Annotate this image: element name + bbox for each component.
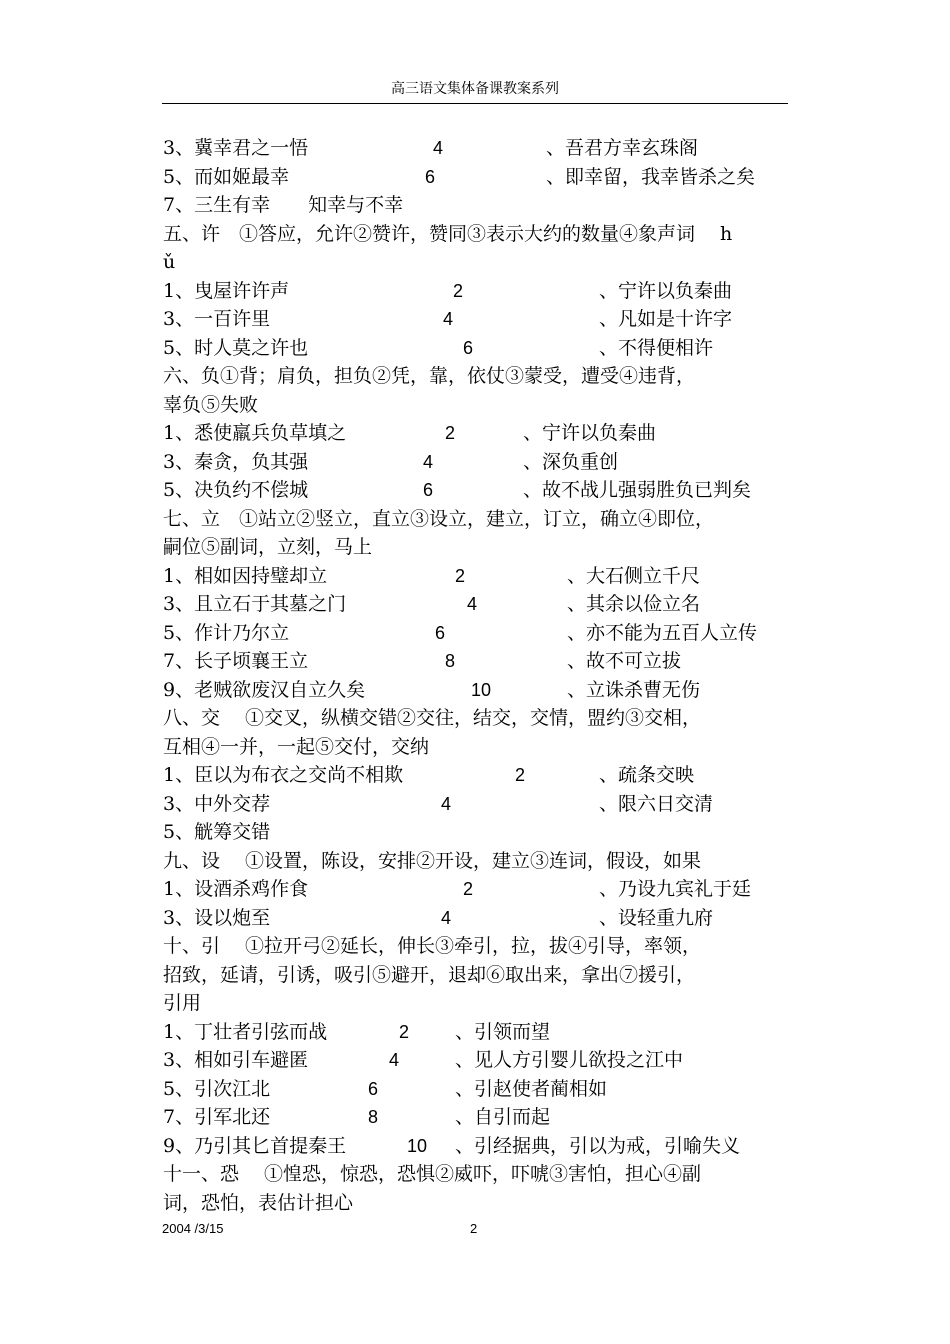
text-line	[163, 191, 803, 220]
text-line	[163, 1103, 803, 1132]
item-number: 2	[453, 280, 464, 301]
line-text: 7、三生有幸 知幸与不幸	[163, 194, 404, 216]
page-header: 高三语文集体备课教案系列	[391, 81, 559, 97]
line-text: 互相④一并，一起⑤交付，交纳	[163, 735, 430, 758]
line-text-right: 、乃设九宾礼于廷	[599, 878, 752, 900]
item-number: 6	[368, 1078, 379, 1099]
text-line	[163, 448, 803, 477]
text-line	[163, 163, 803, 192]
line-text-right: 、限六日交清	[599, 792, 714, 815]
line-text-right: 、不得便相许	[599, 336, 714, 359]
line-text-right: 、见人方引婴儿欲投之江中	[455, 1049, 684, 1071]
text-line	[163, 505, 803, 534]
text-line	[163, 1132, 803, 1161]
item-number: 4	[443, 309, 454, 329]
line-text-right: 、亦不能为五百人立传	[567, 621, 758, 644]
item-number: 2	[445, 423, 456, 443]
line-text-right: 、故不战儿强弱胜负已判矣	[523, 479, 752, 501]
text-line	[163, 362, 803, 391]
text-line	[163, 277, 803, 306]
line-text-right: 、吾君方幸玄珠阁	[546, 137, 699, 159]
text-line	[163, 590, 803, 619]
text-line	[163, 1046, 803, 1075]
footer-date: 2004 /3/15	[162, 1221, 224, 1236]
line-text: 九、设 ①设置，陈设，安排②开设，建立③连词，假设，如果	[163, 849, 702, 872]
text-line	[163, 305, 803, 334]
line-text: 嗣位⑤副词，立刻，马上	[163, 536, 373, 558]
item-number: 8	[445, 651, 456, 671]
line-text-right: 、疏条交映	[599, 764, 695, 786]
line-text: 3、一百许里	[163, 308, 271, 330]
line-text-right: 、其余以俭立名	[567, 593, 701, 615]
line-text: 1、曳屋许许声	[163, 279, 290, 302]
line-text-right: 、即幸留，我幸皆杀之矣	[546, 165, 756, 188]
line-text: 六、负①背；肩负，担负②凭，靠，依仗③蒙受，遭受④违背，	[163, 365, 696, 387]
line-text: 1、臣以为布衣之交尚不相欺	[163, 764, 404, 786]
item-number: 4	[423, 451, 434, 472]
text-line	[163, 1160, 803, 1189]
line-text-right: 、凡如是十许字	[599, 308, 733, 330]
header-rule	[162, 103, 788, 104]
line-text: 7、引军北还	[163, 1106, 271, 1128]
line-text: ǔ	[163, 251, 176, 273]
text-line	[163, 733, 803, 762]
text-line	[163, 562, 803, 591]
line-text: 5、决负约不偿城	[163, 479, 309, 501]
item-number: 4	[441, 907, 452, 928]
item-number: 6	[435, 622, 446, 643]
line-text-right: 、故不可立拔	[567, 650, 682, 672]
text-line	[163, 334, 803, 363]
line-text: 1、悉使羸兵负草填之	[163, 422, 347, 444]
item-number: 10	[407, 1135, 428, 1156]
item-number: 10	[471, 679, 492, 700]
line-text: 3、中外交荐	[163, 792, 271, 815]
line-text: 5、而如姬最幸	[163, 165, 290, 188]
page-number: 2	[470, 1221, 478, 1236]
line-text: 5、觥筹交错	[163, 821, 271, 843]
text-line	[163, 932, 803, 961]
line-text-right: 、立诛杀曹无伤	[567, 678, 701, 701]
line-text: 3、相如引车避匿	[163, 1049, 309, 1071]
line-text: 十、引 ①拉开弓②延长，伸长③牵引，拉，拔④引导，率领，	[163, 935, 702, 957]
line-text-right: 、深负重创	[523, 450, 619, 473]
text-line	[163, 647, 803, 676]
line-text: 5、作计乃尔立	[163, 621, 290, 644]
text-line	[163, 533, 803, 562]
line-text-right: 、引经据典，引以为戒，引喻失义	[455, 1134, 741, 1157]
line-text: 五、许 ①答应，允许②赞许，赞同③表示大约的数量④象声词 h	[163, 222, 733, 245]
item-number: 2	[463, 879, 474, 899]
text-line	[163, 248, 803, 277]
item-number: 2	[455, 565, 466, 586]
line-text-right: 、自引而起	[455, 1106, 551, 1128]
item-number: 6	[423, 480, 434, 500]
line-text: 1、相如因持璧却立	[163, 564, 328, 587]
line-text: 7、长子顷襄王立	[163, 650, 309, 672]
text-line	[163, 989, 803, 1018]
text-line	[163, 220, 803, 249]
document-body	[163, 134, 803, 1217]
text-line	[163, 818, 803, 847]
text-line	[163, 790, 803, 819]
text-line	[163, 704, 803, 733]
item-number: 6	[463, 337, 474, 358]
line-text-right: 、引领而望	[455, 1020, 551, 1043]
text-line	[163, 391, 803, 420]
text-line	[163, 676, 803, 705]
line-text: 3、冀幸君之一悟	[163, 137, 309, 159]
line-text: 3、且立石于其墓之门	[163, 593, 347, 615]
text-line	[163, 1075, 803, 1104]
line-text-right: 、设轻重九府	[599, 906, 714, 929]
line-text: 9、乃引其匕首提秦王	[163, 1134, 347, 1157]
line-text: 3、秦贪，负其强	[163, 450, 309, 473]
text-line	[163, 904, 803, 933]
line-text: 招致，延请，引诱，吸引⑤避开，退却⑥取出来，拿出⑦援引，	[163, 963, 696, 986]
item-number: 4	[441, 793, 452, 814]
item-number: 8	[368, 1107, 379, 1127]
item-number: 6	[425, 166, 436, 187]
text-line	[163, 1189, 803, 1218]
text-line	[163, 875, 803, 904]
line-text-right: 、引赵使者蔺相如	[455, 1077, 608, 1100]
line-text: 1、设酒杀鸡作食	[163, 878, 309, 900]
line-text-right: 、宁许以负秦曲	[599, 279, 733, 302]
item-number: 4	[389, 1050, 400, 1070]
item-number: 4	[433, 138, 444, 158]
text-line	[163, 476, 803, 505]
line-text: 引用	[163, 992, 202, 1014]
line-text-right: 、宁许以负秦曲	[523, 422, 657, 444]
line-text-right: 、大石侧立千尺	[567, 564, 701, 587]
line-text: 9、老贼欲废汉自立久矣	[163, 678, 366, 701]
line-text: 1、丁壮者引弦而战	[163, 1020, 328, 1043]
text-line	[163, 1018, 803, 1047]
item-number: 2	[399, 1021, 410, 1042]
item-number: 4	[467, 594, 478, 614]
text-line	[163, 419, 803, 448]
text-line	[163, 961, 803, 990]
line-text: 词，恐怕，表估计担心	[163, 1191, 354, 1214]
text-line	[163, 134, 803, 163]
line-text: 辜负⑤失败	[163, 393, 259, 416]
text-line	[163, 619, 803, 648]
text-line	[163, 847, 803, 876]
line-text: 3、设以炮至	[163, 906, 271, 929]
item-number: 2	[515, 765, 526, 785]
line-text: 八、交 ①交叉，纵横交错②交往，结交，交情，盟约③交相，	[163, 707, 702, 729]
line-text: 十一、恐 ①惶恐，惊恐，恐惧②威吓，吓唬③害怕，担心④副	[163, 1163, 702, 1185]
line-text: 5、引次江北	[163, 1077, 271, 1100]
line-text: 七、立 ①站立②竖立，直立③设立，建立，订立，确立④即位，	[163, 507, 715, 530]
line-text: 5、时人莫之许也	[163, 336, 309, 359]
text-line	[163, 761, 803, 790]
